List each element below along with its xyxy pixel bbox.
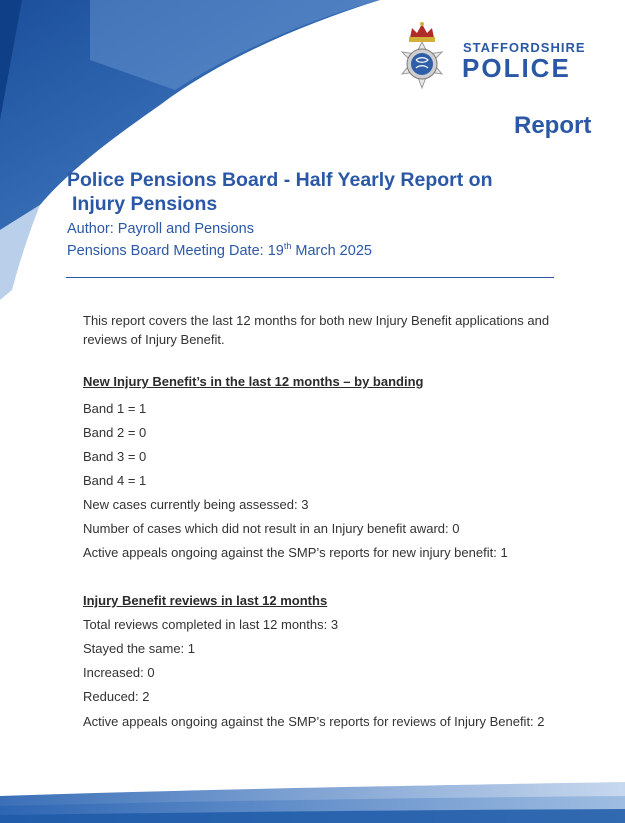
document-title (67, 168, 547, 216)
meeting-date-prefix: Pensions Board Meeting Date: 19 (67, 243, 284, 259)
stat-line: Band 1 = 1 (83, 401, 147, 416)
document-title-line2: Injury Pensions (72, 193, 218, 215)
stat-line: Active appeals ongoing against the SMP’s reports for new injury benefit: 1 (83, 545, 508, 560)
org-name-line1: STAFFORDSHIRE (463, 40, 586, 55)
intro-paragraph: This report covers the last 12 months for both new Injury Benefit applications and reviews of Injury Benefit. (83, 313, 550, 347)
stat-line: Number of cases which did not result in an Injury benefit award: 0 (83, 521, 460, 536)
stat-line: Total reviews completed in last 12 months: 3 (83, 617, 339, 632)
title-divider (66, 277, 554, 278)
meeting-date-line (67, 243, 372, 259)
stat-line: Band 3 = 0 (83, 449, 147, 464)
police-crest-icon (386, 18, 458, 102)
stat-line: Stayed the same: 1 (83, 641, 196, 656)
author-line: Author: Payroll and Pensions (67, 221, 254, 237)
meeting-date-rest: March 2025 (291, 243, 372, 259)
stat-line: Increased: 0 (83, 665, 155, 680)
stat-line: Band 4 = 1 (83, 473, 147, 488)
stat-line: Reduced: 2 (83, 689, 150, 704)
meeting-date-ordinal: th (283, 241, 292, 252)
stat-line: Band 2 = 0 (83, 425, 147, 440)
document-type-label: Report (514, 112, 592, 139)
section-heading-reviews: Injury Benefit reviews in last 12 months (83, 593, 328, 608)
stat-line: New cases currently being assessed: 3 (83, 497, 309, 512)
document-title-line1: Police Pensions Board - Half Yearly Report on (67, 169, 493, 191)
org-name-line2: POLICE (462, 53, 571, 83)
stat-line: Active appeals ongoing against the SMP’s reports for reviews of Injury Benefit: 2 (83, 714, 545, 729)
section-heading-new-benefits: New Injury Benefit’s in the last 12 months – by banding (83, 374, 424, 389)
